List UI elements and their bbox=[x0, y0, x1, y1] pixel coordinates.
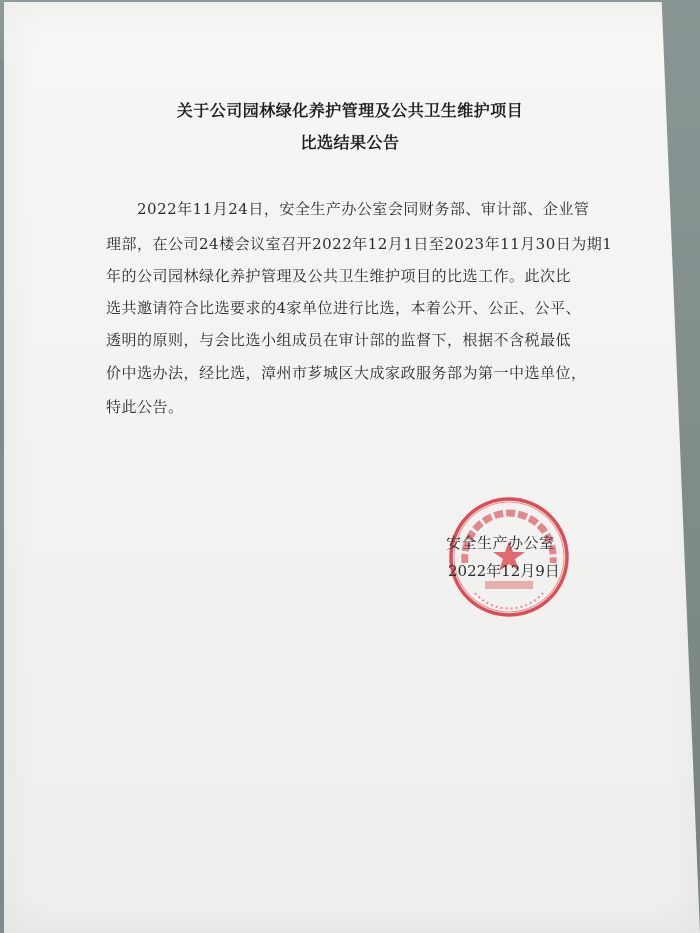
body-paragraph-line: 理部，在公司24楼会议室召开2022年12月1日至2023年11月30日为期1 bbox=[106, 235, 613, 253]
body-paragraph-line: 特此公告。 bbox=[106, 398, 184, 416]
body-paragraph-line: 透明的原则，与会比选小组成员在审计部的监督下，根据不含税最低 bbox=[106, 331, 572, 349]
body-paragraph-line: 2022年11月24日，安全生产办公室会同财务部、审计部、企业管 bbox=[137, 200, 590, 218]
signer-department: 安全生产办公室 bbox=[446, 534, 555, 552]
company-seal-stamp bbox=[445, 493, 573, 621]
body-paragraph-line: 选共邀请符合比选要求的4家单位进行比选，本着公开、公正、公平、 bbox=[106, 299, 582, 317]
body-paragraph-line: 年的公司园林绿化养护管理及公共卫生维护项目的比选工作。此次比 bbox=[106, 267, 572, 285]
body-paragraph-line: 价中选办法，经比选，漳州市芗城区大成家政服务部为第一中选单位， bbox=[106, 364, 587, 382]
document-title-line-2: 比选结果公告 bbox=[300, 133, 400, 152]
signature-date: 2022年12月9日 bbox=[448, 562, 560, 580]
document-title-line-1: 关于公司园林绿化养护管理及公共卫生维护项目 bbox=[176, 101, 524, 120]
